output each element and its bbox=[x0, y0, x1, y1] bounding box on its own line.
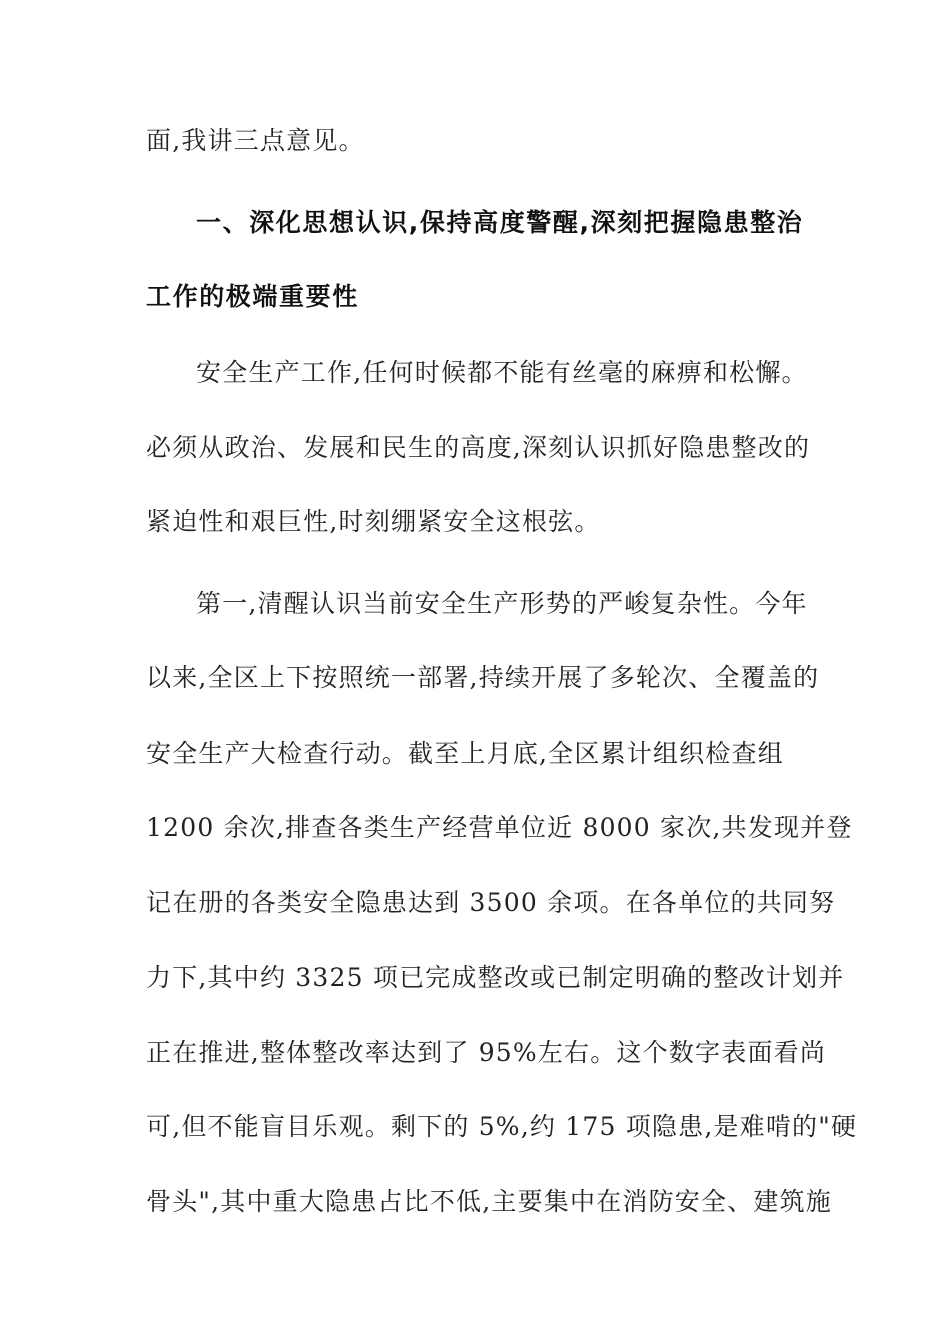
paragraph-line: 力下,其中约 3325 项已完成整改或已制定明确的整改计划并 bbox=[146, 963, 845, 992]
paragraph-line: 骨头",其中重大隐患占比不低,主要集中在消防安全、建筑施 bbox=[146, 1187, 832, 1216]
section-heading-continued: 工作的极端重要性 bbox=[146, 282, 359, 311]
paragraph-line: 安全生产工作,任何时候都不能有丝毫的麻痹和松懈。 bbox=[196, 358, 808, 387]
paragraph-line: 面,我讲三点意见。 bbox=[146, 126, 365, 155]
paragraph-line: 正在推进,整体整改率达到了 95%左右。这个数字表面看尚 bbox=[146, 1038, 827, 1067]
section-heading: 一、深化思想认识,保持高度警醒,深刻把握隐患整治 bbox=[196, 208, 804, 237]
paragraph-line: 紧迫性和艰巨性,时刻绷紧安全这根弦。 bbox=[146, 507, 601, 536]
paragraph-line: 第一,清醒认识当前安全生产形势的严峻复杂性。今年 bbox=[196, 589, 808, 618]
paragraph-line: 以来,全区上下按照统一部署,持续开展了多轮次、全覆盖的 bbox=[146, 663, 820, 692]
paragraph-line: 记在册的各类安全隐患达到 3500 余项。在各单位的共同努 bbox=[146, 888, 836, 917]
paragraph-line: 必须从政治、发展和民生的高度,深刻认识抓好隐患整改的 bbox=[146, 433, 811, 462]
paragraph-line: 1200 余次,排查各类生产经营单位近 8000 家次,共发现并登 bbox=[146, 813, 853, 842]
paragraph-line: 安全生产大检查行动。截至上月底,全区累计组织检查组 bbox=[146, 739, 784, 768]
paragraph-line: 可,但不能盲目乐观。剩下的 5%,约 175 项隐患,是难啃的"硬 bbox=[146, 1112, 858, 1141]
